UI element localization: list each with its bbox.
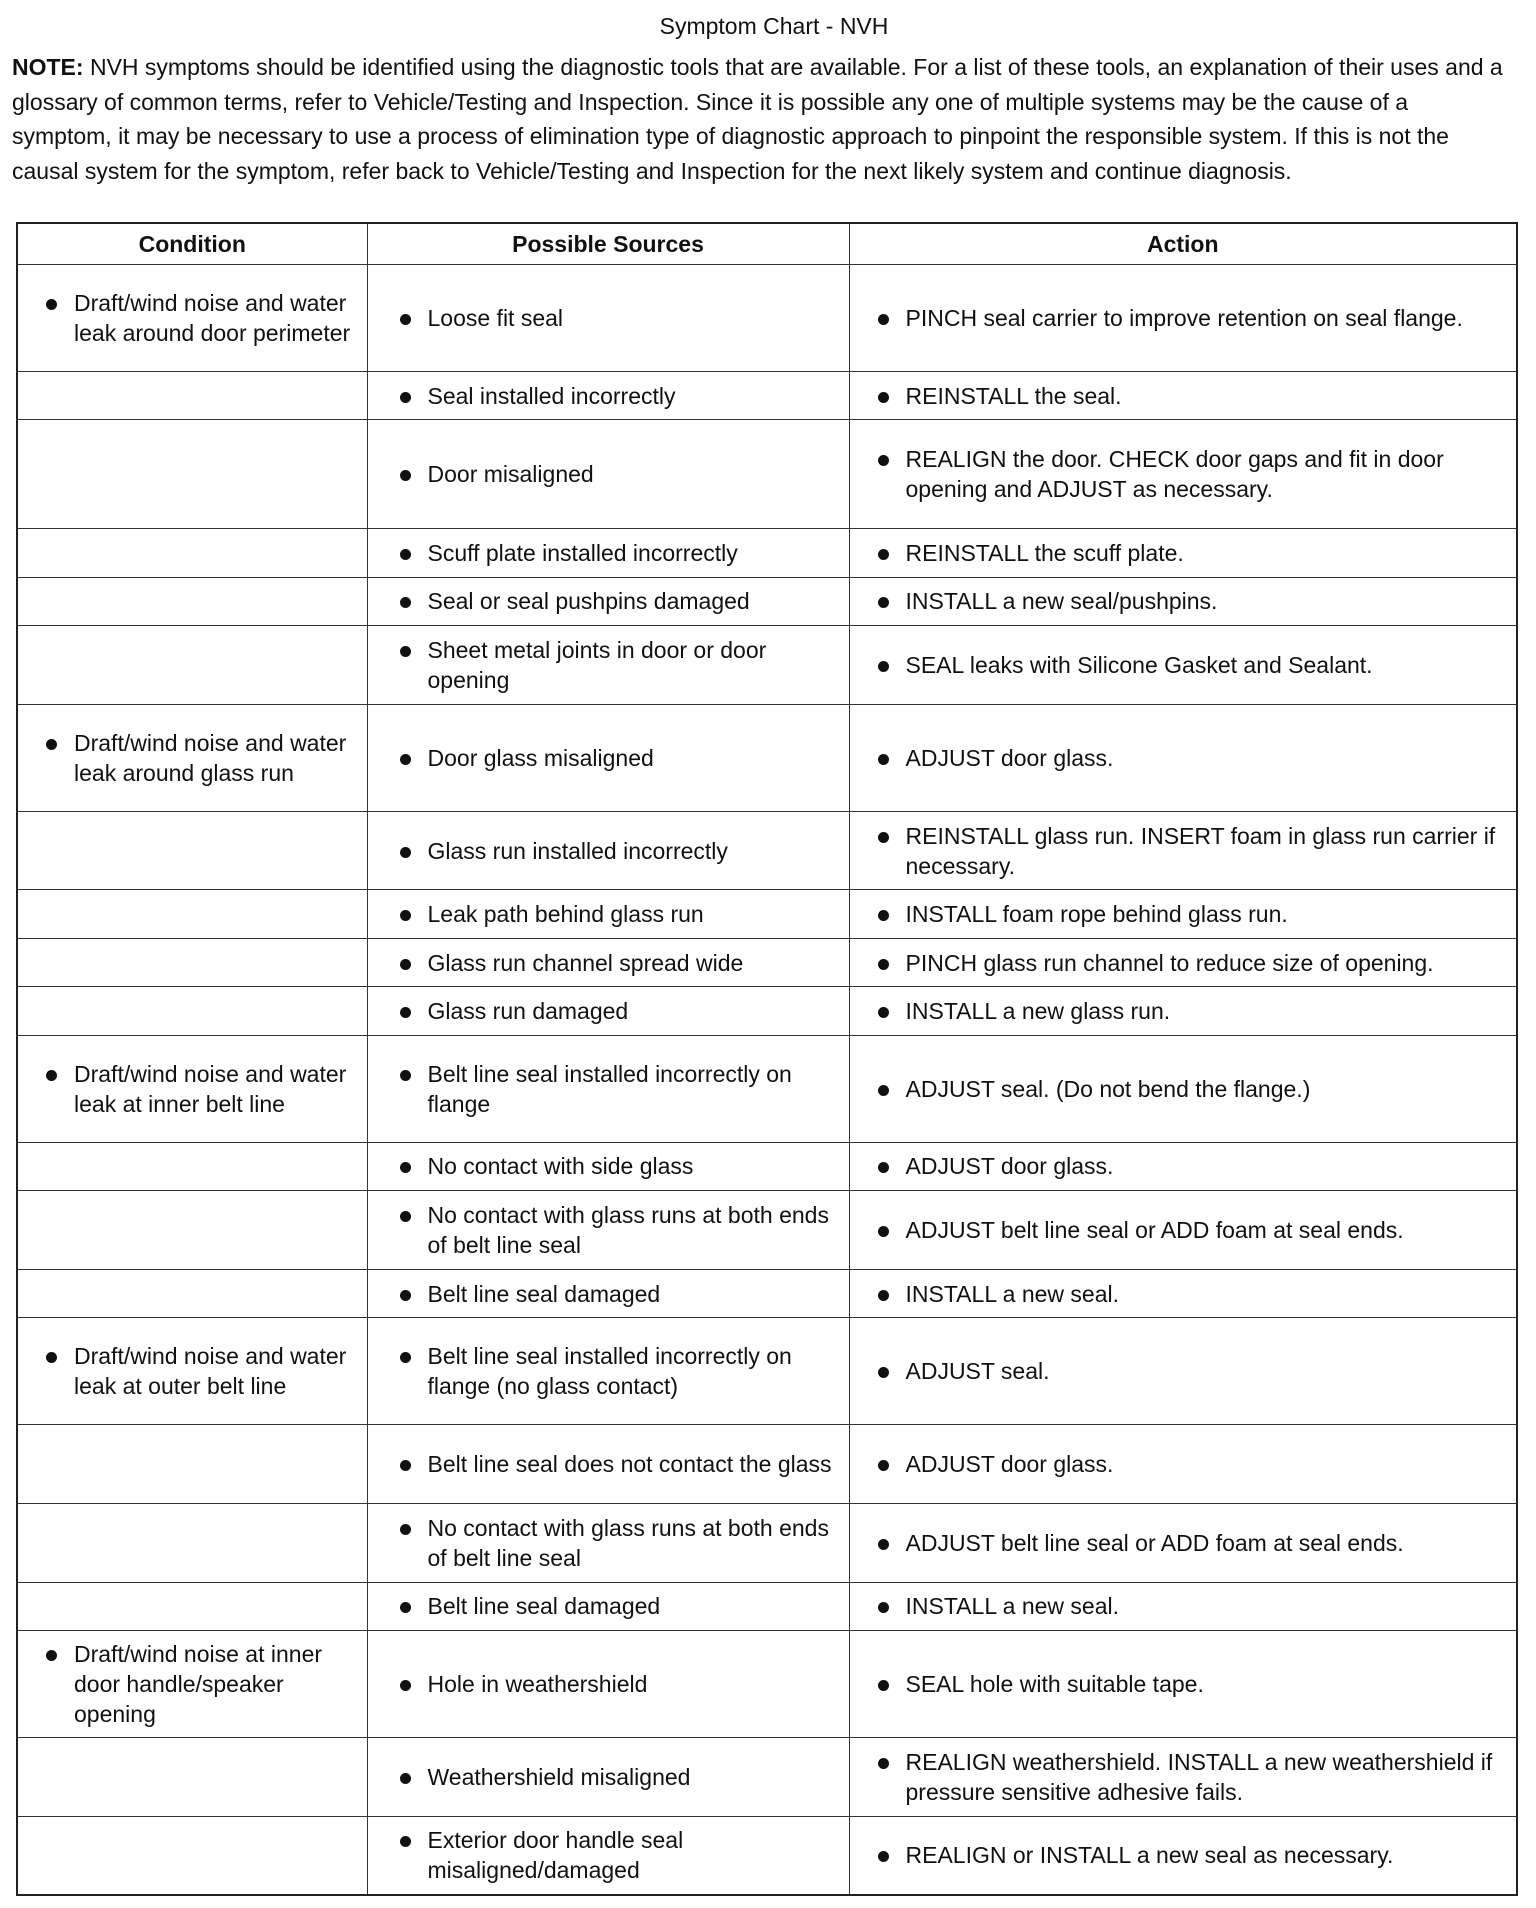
condition-cell: [17, 529, 367, 577]
possible-source-cell: [367, 1035, 849, 1142]
action-text: REALIGN or INSTALL a new seal as necessary.: [860, 1840, 1509, 1870]
action-text: REINSTALL the scuff plate.: [860, 538, 1509, 568]
condition-text: Draft/wind noise and water leak around glass run: [28, 728, 359, 788]
possible-source-cell: [367, 987, 849, 1035]
action-text: SEAL leaks with Silicone Gasket and Sealant.: [860, 650, 1509, 680]
condition-cell: [17, 1816, 367, 1895]
table-row: [17, 1630, 1517, 1737]
possible-source-text: No contact with side glass: [378, 1151, 841, 1181]
possible-source-text: Belt line seal damaged: [378, 1279, 841, 1309]
possible-source-cell: [367, 420, 849, 529]
table-row: [17, 1035, 1517, 1142]
action-text: REALIGN the door. CHECK door gaps and fit in door opening and ADJUST as necessary.: [860, 444, 1509, 504]
action-cell: [849, 938, 1517, 986]
condition-cell: [17, 1582, 367, 1630]
action-cell: [849, 890, 1517, 938]
possible-source-text: Glass run installed incorrectly: [378, 836, 841, 866]
action-cell: [849, 265, 1517, 372]
possible-source-cell: [367, 265, 849, 372]
table-header-row: [17, 223, 1517, 265]
possible-source-text: Seal installed incorrectly: [378, 381, 841, 411]
possible-source-text: No contact with glass runs at both ends of belt line seal: [378, 1513, 841, 1573]
action-text: REINSTALL glass run. INSERT foam in glass run carrier if necessary.: [860, 821, 1509, 881]
possible-source-cell: [367, 577, 849, 625]
possible-source-cell: [367, 1503, 849, 1582]
possible-source-text: Hole in weathershield: [378, 1669, 841, 1699]
condition-cell: [17, 1035, 367, 1142]
table-row: [17, 529, 1517, 577]
possible-source-cell: [367, 704, 849, 811]
possible-source-cell: [367, 1816, 849, 1895]
table-row: [17, 811, 1517, 890]
action-text: INSTALL a new seal.: [860, 1591, 1509, 1621]
table-row: [17, 1318, 1517, 1425]
possible-source-text: Exterior door handle seal misaligned/damaged: [378, 1825, 841, 1885]
possible-source-cell: [367, 811, 849, 890]
possible-source-text: Belt line seal installed incorrectly on flange: [378, 1059, 841, 1119]
possible-source-text: Seal or seal pushpins damaged: [378, 586, 841, 616]
possible-source-text: Leak path behind glass run: [378, 899, 841, 929]
condition-cell: [17, 420, 367, 529]
action-text: ADJUST door glass.: [860, 1151, 1509, 1181]
table-row: [17, 1582, 1517, 1630]
table-row: [17, 1503, 1517, 1582]
action-cell: [849, 811, 1517, 890]
action-text: ADJUST belt line seal or ADD foam at seal ends.: [860, 1215, 1509, 1245]
symptom-chart-table: [16, 222, 1518, 1896]
table-row: [17, 420, 1517, 529]
possible-source-cell: [367, 1582, 849, 1630]
note-paragraph: [12, 50, 1512, 188]
action-cell: [849, 1318, 1517, 1425]
action-cell: [849, 1582, 1517, 1630]
table-row: [17, 1816, 1517, 1895]
condition-cell: [17, 1269, 367, 1317]
action-cell: [849, 626, 1517, 705]
table-row: [17, 577, 1517, 625]
condition-cell: [17, 626, 367, 705]
possible-source-text: Weathershield misaligned: [378, 1762, 841, 1792]
action-text: INSTALL a new glass run.: [860, 996, 1509, 1026]
condition-cell: [17, 1737, 367, 1816]
condition-cell: [17, 1425, 367, 1504]
table-row: [17, 371, 1517, 419]
action-cell: [849, 987, 1517, 1035]
possible-source-text: Glass run channel spread wide: [378, 948, 841, 978]
table-row: [17, 1737, 1517, 1816]
possible-source-text: Belt line seal installed incorrectly on flange (no glass contact): [378, 1341, 841, 1401]
table-row: [17, 1191, 1517, 1270]
condition-cell: [17, 811, 367, 890]
action-cell: [849, 1269, 1517, 1317]
action-text: ADJUST seal. (Do not bend the flange.): [860, 1074, 1509, 1104]
action-text: ADJUST door glass.: [860, 1449, 1509, 1479]
action-text: ADJUST door glass.: [860, 743, 1509, 773]
action-cell: [849, 420, 1517, 529]
condition-text: Draft/wind noise and water leak at inner belt line: [28, 1059, 359, 1119]
action-text: ADJUST belt line seal or ADD foam at seal ends.: [860, 1528, 1509, 1558]
condition-cell: [17, 265, 367, 372]
action-cell: [849, 529, 1517, 577]
possible-source-cell: [367, 1191, 849, 1270]
condition-cell: [17, 371, 367, 419]
possible-source-cell: [367, 1737, 849, 1816]
possible-source-cell: [367, 1630, 849, 1737]
action-text: SEAL hole with suitable tape.: [860, 1669, 1509, 1699]
condition-text: Draft/wind noise at inner door handle/speaker opening: [28, 1639, 359, 1729]
note-text: NVH symptoms should be identified using the diagnostic tools that are available. For a list of these tools, an explanation of their uses and a glossary of common terms, refer to Vehicle/Testing and Inspection. Since it is possible any one of multiple systems may be the cause of a symptom, it may be necessary to use a process of elimination type of diagnostic approach to pinpoint the responsible system. If this is not the causal system for the symptom, refer back to Vehicle/Testing and Inspection for the next likely system and continue diagnosis.: [12, 54, 1503, 184]
condition-cell: [17, 890, 367, 938]
possible-source-cell: [367, 626, 849, 705]
page-title: Symptom Chart - NVH: [659, 13, 889, 39]
condition-cell: [17, 1191, 367, 1270]
possible-source-text: Loose fit seal: [378, 303, 841, 333]
condition-cell: [17, 1142, 367, 1190]
action-text: INSTALL a new seal/pushpins.: [860, 586, 1509, 616]
action-text: REINSTALL the seal.: [860, 381, 1509, 411]
action-cell: [849, 1503, 1517, 1582]
action-text: ADJUST seal.: [860, 1356, 1509, 1386]
table-row: [17, 938, 1517, 986]
possible-source-text: No contact with glass runs at both ends of belt line seal: [378, 1200, 841, 1260]
table-row: [17, 890, 1517, 938]
possible-source-cell: [367, 1269, 849, 1317]
header-possible-sources: Possible Sources: [367, 223, 849, 265]
possible-source-cell: [367, 890, 849, 938]
action-text: PINCH glass run channel to reduce size of opening.: [860, 948, 1509, 978]
condition-text: Draft/wind noise and water leak at outer belt line: [28, 1341, 359, 1401]
possible-source-text: Sheet metal joints in door or door opening: [378, 635, 841, 695]
action-text: INSTALL foam rope behind glass run.: [860, 899, 1509, 929]
condition-cell: [17, 1630, 367, 1737]
action-cell: [849, 1425, 1517, 1504]
possible-source-cell: [367, 1142, 849, 1190]
action-cell: [849, 1737, 1517, 1816]
action-cell: [849, 1142, 1517, 1190]
table-row: [17, 1425, 1517, 1504]
note-label: NOTE:: [12, 54, 84, 80]
possible-source-text: Scuff plate installed incorrectly: [378, 538, 841, 568]
action-text: INSTALL a new seal.: [860, 1279, 1509, 1309]
condition-cell: [17, 577, 367, 625]
action-cell: [849, 1191, 1517, 1270]
action-text: PINCH seal carrier to improve retention on seal flange.: [860, 303, 1509, 333]
condition-cell: [17, 1503, 367, 1582]
action-cell: [849, 577, 1517, 625]
table-row: [17, 987, 1517, 1035]
condition-cell: [17, 938, 367, 986]
action-cell: [849, 704, 1517, 811]
condition-cell: [17, 1318, 367, 1425]
action-cell: [849, 1816, 1517, 1895]
condition-text: Draft/wind noise and water leak around door perimeter: [28, 288, 359, 348]
possible-source-text: Door glass misaligned: [378, 743, 841, 773]
possible-source-text: Belt line seal does not contact the glass: [378, 1449, 841, 1479]
table-row: [17, 626, 1517, 705]
possible-source-cell: [367, 529, 849, 577]
action-cell: [849, 1035, 1517, 1142]
possible-source-text: Glass run damaged: [378, 996, 841, 1026]
possible-source-text: Belt line seal damaged: [378, 1591, 841, 1621]
possible-source-cell: [367, 938, 849, 986]
table-row: [17, 1269, 1517, 1317]
action-cell: [849, 371, 1517, 419]
table-body: [17, 265, 1517, 1896]
action-text: REALIGN weathershield. INSTALL a new weathershield if pressure sensitive adhesive fails.: [860, 1747, 1509, 1807]
possible-source-cell: [367, 1425, 849, 1504]
table-row: [17, 265, 1517, 372]
header-condition: Condition: [17, 223, 367, 265]
table-row: [17, 1142, 1517, 1190]
possible-source-cell: [367, 1318, 849, 1425]
possible-source-text: Door misaligned: [378, 459, 841, 489]
table-row: [17, 704, 1517, 811]
possible-source-cell: [367, 371, 849, 419]
action-cell: [849, 1630, 1517, 1737]
condition-cell: [17, 704, 367, 811]
condition-cell: [17, 987, 367, 1035]
header-action: Action: [849, 223, 1517, 265]
